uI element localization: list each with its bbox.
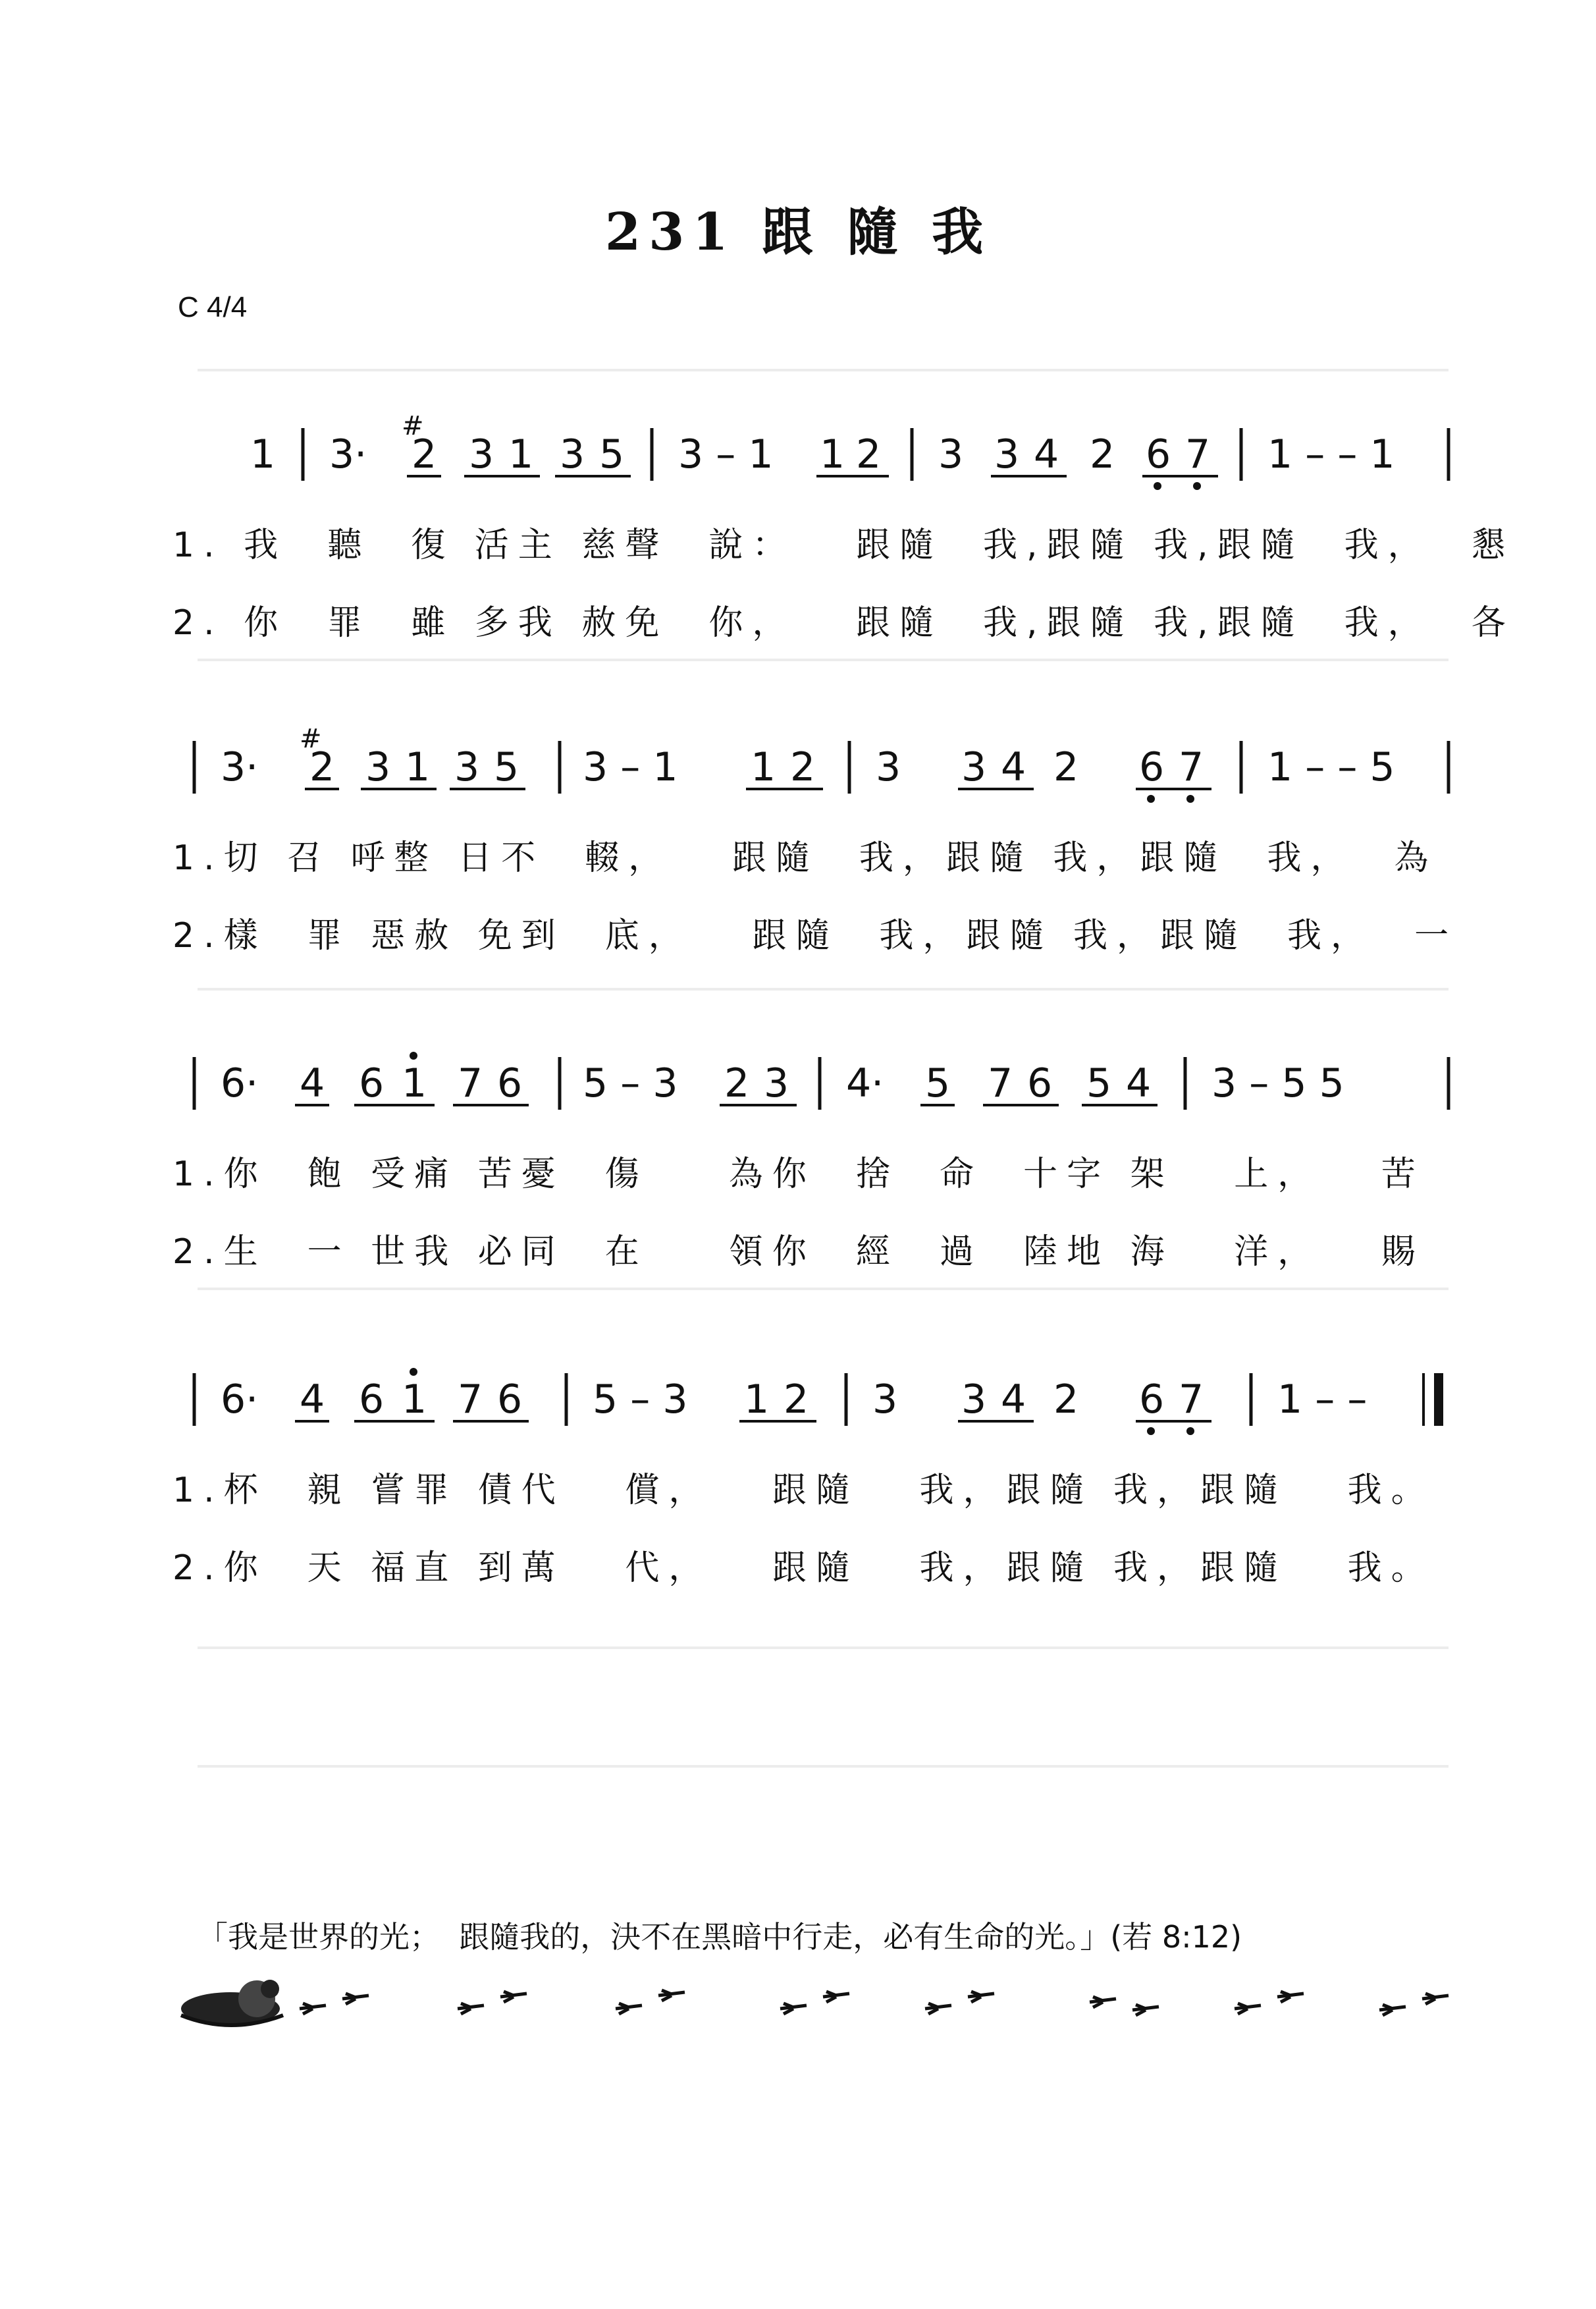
- lyric-verse-2: 2.你 天 福直 到萬 代， 跟隨 我，跟隨 我，跟隨 我。: [173, 1548, 1435, 1588]
- scripture-quote: 「我是世界的光； 跟隨我的，決不在黑暗中行走，必有生命的光。」(若 8:12): [198, 1919, 1242, 1955]
- notation-row: [0, 1037, 1596, 1136]
- note: 6: [1139, 1376, 1165, 1423]
- note: 2: [1090, 431, 1115, 477]
- duck-icon: [181, 1980, 283, 2025]
- music-system-1: [0, 408, 1596, 659]
- note: 3: [876, 744, 901, 790]
- note: 7: [1179, 744, 1204, 790]
- music-system-3: [0, 1037, 1596, 1288]
- note: 3: [454, 744, 480, 790]
- bleed-through-line: [198, 369, 1449, 371]
- note: 6: [497, 1060, 523, 1106]
- note: 5: [599, 431, 625, 477]
- low-dot: [1154, 482, 1161, 490]
- note: 2: [790, 744, 816, 790]
- notation-row: [0, 408, 1596, 507]
- note: 6·: [221, 1376, 259, 1423]
- bleed-through-line: [198, 1288, 1449, 1290]
- note: 4: [1034, 431, 1059, 477]
- note: 7: [1185, 431, 1211, 477]
- lyric-verse-2: 2.樣 罪 惡赦 免到 底， 跟隨 我，跟隨 我，跟隨 我， 一: [173, 916, 1458, 956]
- high-dot: [410, 1052, 417, 1060]
- note: 1 – – 1: [1267, 431, 1395, 477]
- note: 2: [856, 431, 882, 477]
- note: 3: [469, 431, 494, 477]
- note: 3: [365, 744, 391, 790]
- note: 4: [300, 1060, 325, 1106]
- bleed-through-line: [198, 988, 1449, 991]
- footprint-icons: [300, 1990, 1449, 2015]
- note: 2: [784, 1376, 809, 1423]
- note: 7: [458, 1376, 483, 1423]
- low-dot: [1147, 1427, 1155, 1435]
- low-dot: [1186, 795, 1194, 803]
- lyric-verse-1: 1.切 召 呼整 日不 輟， 跟隨 我，跟隨 我，跟隨 我， 為: [173, 838, 1438, 878]
- lyric-verse-2: 2.生 一 世我 必同 在 領你 經 過 陸地 海 洋， 賜: [173, 1232, 1425, 1272]
- duck-footprints-ornament: [168, 1963, 1485, 2042]
- note: 6: [497, 1376, 523, 1423]
- note: 7: [458, 1060, 483, 1106]
- bleed-through-line: [198, 1646, 1449, 1649]
- note: 2: [412, 431, 437, 477]
- note: 3 – 1: [583, 744, 678, 790]
- note: 1: [820, 431, 845, 477]
- note: 3: [994, 431, 1020, 477]
- high-dot: [410, 1368, 417, 1376]
- sharp-sign: #: [300, 724, 322, 754]
- note: 1: [508, 431, 534, 477]
- note: 4: [300, 1376, 325, 1423]
- note: 2: [1053, 744, 1079, 790]
- note: 2: [309, 744, 335, 790]
- note: 3: [872, 1376, 898, 1423]
- note: 1: [402, 1376, 427, 1423]
- note: 3: [938, 431, 964, 477]
- note: 6: [1027, 1060, 1053, 1106]
- note: 6: [359, 1060, 385, 1106]
- note: 1: [405, 744, 431, 790]
- lyric-verse-1: 1.你 飽 受痛 苦憂 傷 為你 捨 命 十字 架 上， 苦: [173, 1154, 1425, 1194]
- bleed-through-line: [198, 1765, 1449, 1768]
- note: 1: [250, 431, 276, 477]
- note: 3: [764, 1060, 789, 1106]
- final-barline-thick: [1434, 1373, 1443, 1426]
- low-dot: [1147, 795, 1155, 803]
- note: 6: [1146, 431, 1171, 477]
- music-system-2: [0, 721, 1596, 971]
- lyric-verse-1: 1. 我 聽 復 活主 慈聲 說： 跟隨 我,跟隨 我,跟隨 我， 懇: [173, 526, 1515, 565]
- note: 4: [1001, 1376, 1026, 1423]
- note: 6: [359, 1376, 385, 1423]
- note: 3: [560, 431, 585, 477]
- note: 1 – –: [1277, 1376, 1368, 1423]
- note: 6·: [221, 1060, 259, 1106]
- note: 3 – 1: [678, 431, 774, 477]
- note: 3·: [221, 744, 259, 790]
- note: 3·: [329, 431, 367, 477]
- note: 4: [1001, 744, 1026, 790]
- bleed-through-line: [198, 659, 1449, 661]
- music-system-4: [0, 1353, 1596, 1604]
- key-signature: C 4/4: [178, 291, 248, 323]
- note: 6: [1139, 744, 1165, 790]
- notation-row: [0, 721, 1596, 820]
- note: 7: [988, 1060, 1013, 1106]
- note: 3 – 5 5: [1211, 1060, 1344, 1106]
- note: 2: [724, 1060, 750, 1106]
- note: 3: [961, 744, 987, 790]
- lyric-verse-1: 1.杯 親 嘗罪 債代 償， 跟隨 我，跟隨 我，跟隨 我。: [173, 1471, 1435, 1510]
- note: 2: [1053, 1376, 1079, 1423]
- note: 5: [925, 1060, 951, 1106]
- lyric-verse-2: 2. 你 罪 雖 多我 赦免 你， 跟隨 我,跟隨 我,跟隨 我， 各: [173, 603, 1515, 643]
- note: 1: [751, 744, 776, 790]
- note: 4: [1126, 1060, 1152, 1106]
- note: 1: [744, 1376, 770, 1423]
- sharp-sign: #: [402, 411, 424, 441]
- note: 7: [1179, 1376, 1204, 1423]
- note: 5: [1086, 1060, 1112, 1106]
- note: 3: [961, 1376, 987, 1423]
- low-dot: [1193, 482, 1201, 490]
- note: 5: [494, 744, 519, 790]
- notation-row: [0, 1353, 1596, 1452]
- note: 4·: [846, 1060, 884, 1106]
- note: 5 – 3: [593, 1376, 688, 1423]
- low-dot: [1186, 1427, 1194, 1435]
- note: 5 – 3: [583, 1060, 678, 1106]
- note: 1 – – 5: [1267, 744, 1395, 790]
- hymn-title: 231 跟 隨 我: [604, 202, 992, 262]
- note: 1: [402, 1060, 427, 1106]
